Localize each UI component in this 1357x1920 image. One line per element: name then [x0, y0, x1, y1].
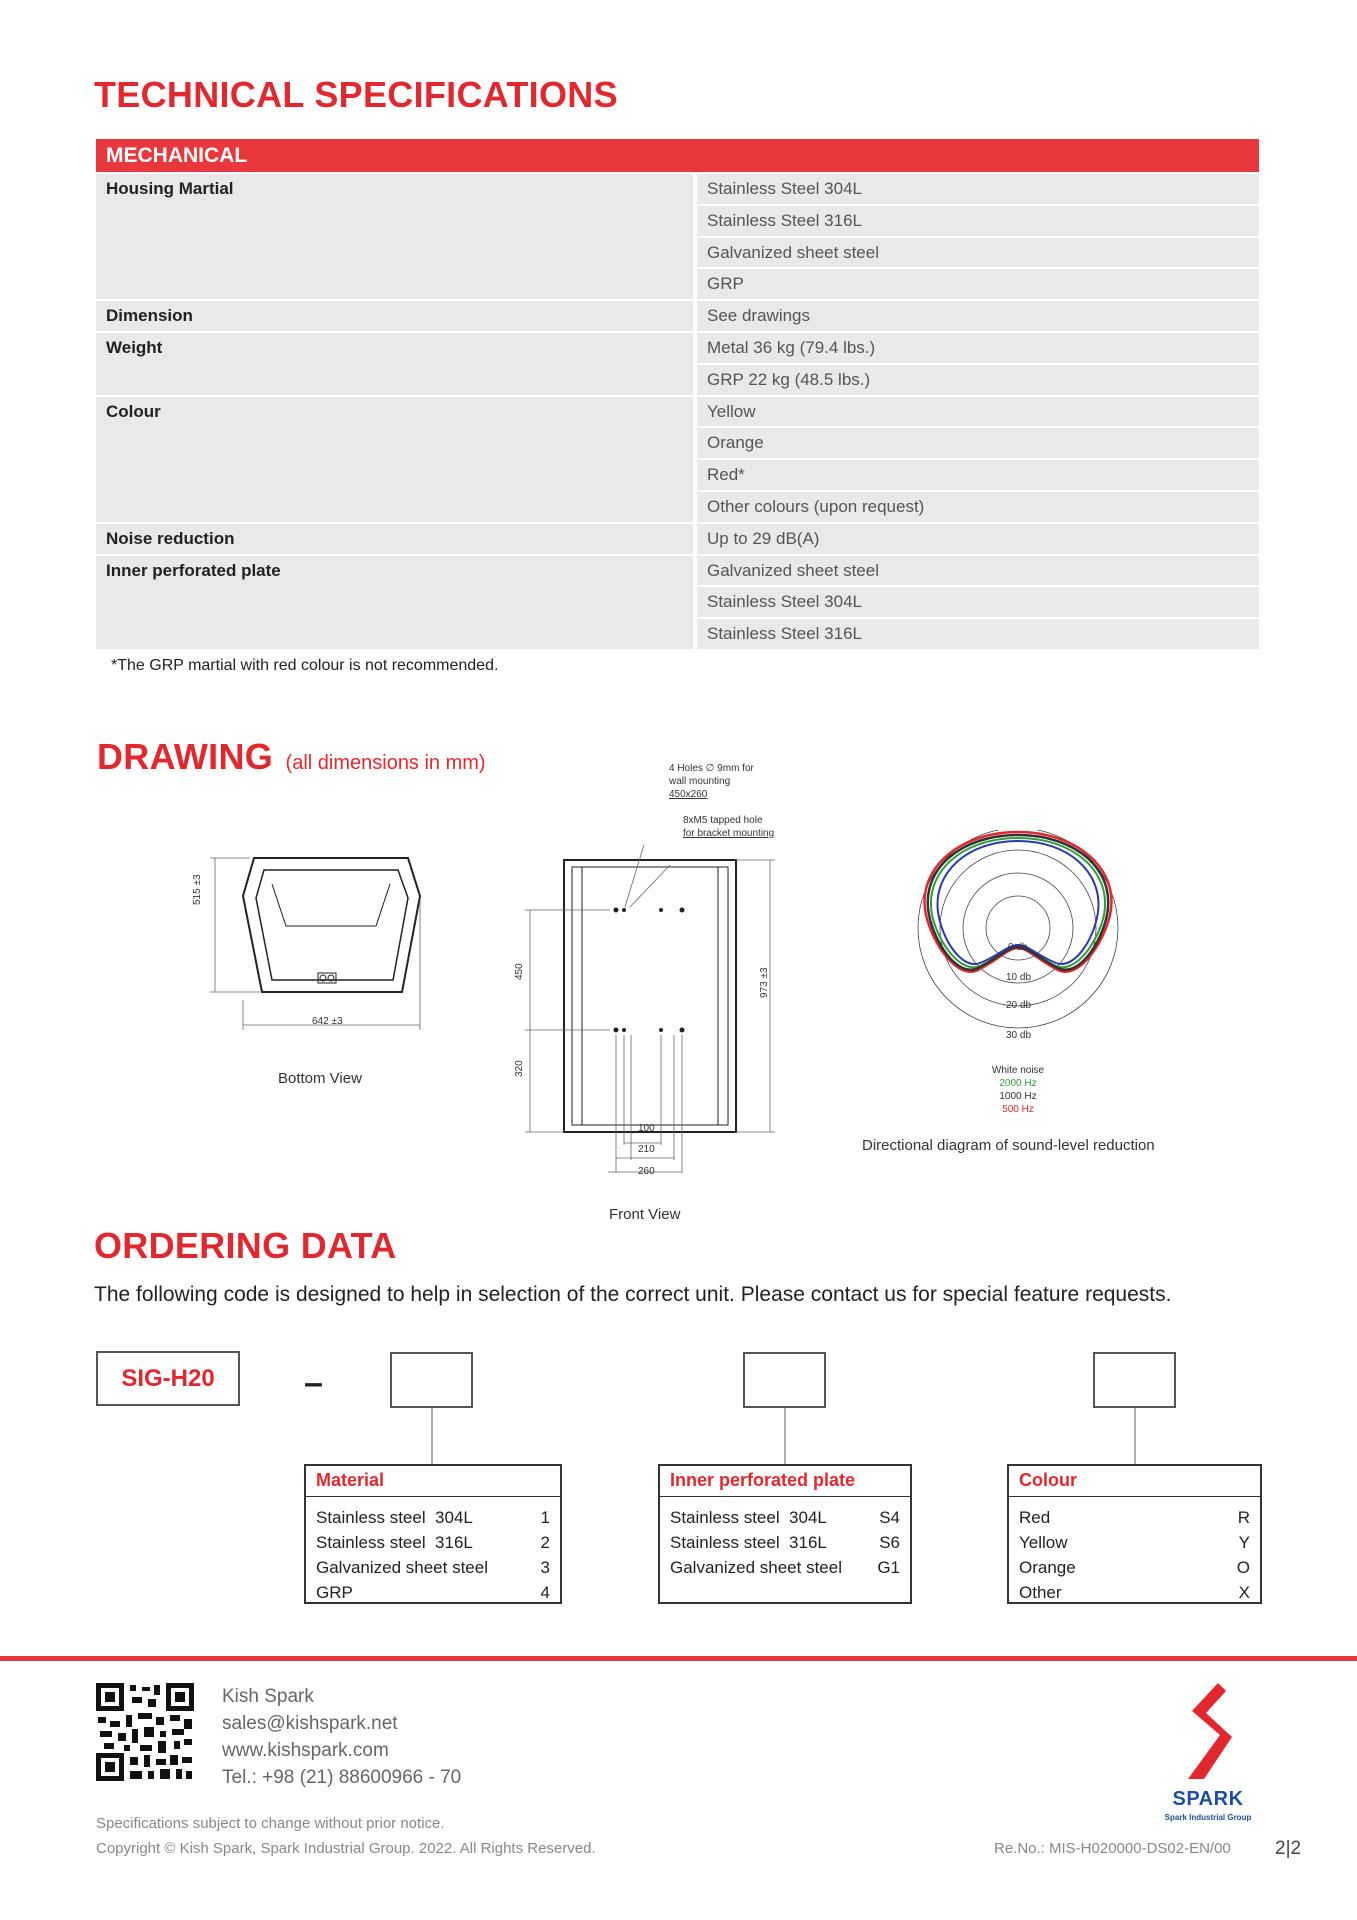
- option-code: 4: [540, 1583, 550, 1602]
- spec-label: Inner perforated plate: [96, 556, 693, 649]
- option-title: Material: [306, 1470, 560, 1497]
- option-label: GRP: [316, 1583, 353, 1602]
- spec-value: Orange: [697, 428, 1259, 458]
- email-link[interactable]: sales@kishspark.net: [222, 1713, 398, 1734]
- front-dim-450: 450: [514, 963, 525, 980]
- option-label: Other: [1019, 1583, 1062, 1602]
- front-dim-100: 100: [638, 1123, 655, 1134]
- spec-value: Metal 36 kg (79.4 lbs.): [697, 333, 1259, 363]
- option-row: [316, 1555, 550, 1580]
- ring-label-0: 0 db: [1008, 942, 1028, 953]
- ring-label-20: 20 db: [1006, 1000, 1032, 1011]
- drawing-title: DRAWING: [97, 736, 274, 777]
- code-prefix: SIG-H20: [96, 1351, 240, 1406]
- option-label: Stainless steel 304L: [670, 1508, 827, 1527]
- spec-value: Galvanized sheet steel: [697, 556, 1259, 586]
- footer-rule: [0, 1656, 1357, 1661]
- spec-value: Up to 29 dB(A): [697, 524, 1259, 554]
- option-label: Stainless steel 316L: [316, 1533, 473, 1552]
- logo-subtext: Spark Industrial Group: [1164, 1813, 1252, 1822]
- company-name: Kish Spark: [222, 1686, 314, 1707]
- option-title: Inner perforated plate: [660, 1470, 910, 1497]
- front-dim-320: 320: [514, 1060, 525, 1077]
- option-row: [1019, 1555, 1250, 1580]
- spec-value: GRP 22 kg (48.5 lbs.): [697, 365, 1259, 395]
- copyright-text: Copyright © Kish Spark, Spark Industrial Group. 2022. All Rights Reserved.: [96, 1840, 596, 1857]
- reference-number: Re.No.: MIS-H020000-DS02-EN/00: [994, 1840, 1231, 1857]
- option-row: [670, 1555, 900, 1580]
- option-code: S6: [879, 1533, 900, 1552]
- legend-item: 2000 Hz: [999, 1078, 1037, 1089]
- legend-item: 1000 Hz: [999, 1091, 1037, 1102]
- legend-item: 500 Hz: [1002, 1104, 1034, 1115]
- front-dim-973: 973 ±3: [759, 967, 770, 998]
- spark-logo-icon: [1178, 1683, 1238, 1783]
- option-code: R: [1237, 1508, 1250, 1527]
- option-code: 1: [540, 1508, 550, 1527]
- option-row: [1019, 1505, 1250, 1530]
- page-title: TECHNICAL SPECIFICATIONS: [94, 74, 618, 115]
- ordering-title: ORDERING DATA: [94, 1225, 397, 1266]
- code-dash: –: [304, 1364, 323, 1402]
- polar-caption: Directional diagram of sound-level reduction: [862, 1137, 1155, 1154]
- option-table-colour: [1007, 1464, 1262, 1604]
- spec-value: Stainless Steel 316L: [697, 619, 1259, 649]
- option-code: S4: [879, 1508, 900, 1527]
- qr-code-icon: [96, 1683, 194, 1781]
- spec-value: Yellow: [697, 397, 1259, 427]
- note-line: 4 Holes ∅ 9mm for: [669, 763, 754, 774]
- spec-value: Red*: [697, 460, 1259, 490]
- option-row: [316, 1505, 550, 1530]
- spec-value: Other colours (upon request): [697, 492, 1259, 522]
- ordering-intro: The following code is designed to help in selection of the correct unit. Please contact us for special feature requests.: [94, 1283, 1172, 1306]
- spec-value: Galvanized sheet steel: [697, 238, 1259, 268]
- spec-value: Stainless Steel 316L: [697, 206, 1259, 236]
- bottom-dim-height: 515 ±3: [192, 874, 203, 905]
- spec-value: See drawings: [697, 301, 1259, 331]
- phone-number: Tel.: +98 (21) 88600966 - 70: [222, 1767, 462, 1788]
- note-line: 450x260: [669, 789, 708, 800]
- drawing-subtitle: (all dimensions in mm): [285, 752, 486, 774]
- option-code: Y: [1238, 1533, 1250, 1552]
- option-label: Stainless steel 304L: [316, 1508, 473, 1527]
- front-view-caption: Front View: [609, 1206, 681, 1223]
- logo-text: SPARK: [1172, 1788, 1244, 1810]
- option-row: [316, 1580, 550, 1605]
- option-table-plate: [658, 1464, 912, 1604]
- option-label: Stainless steel 316L: [670, 1533, 827, 1552]
- spec-value: GRP: [697, 269, 1259, 299]
- note-line: 8xM5 tapped hole: [683, 815, 763, 826]
- legend-title: White noise: [991, 1065, 1045, 1076]
- spec-value: Stainless Steel 304L: [697, 174, 1259, 204]
- website-link[interactable]: www.kishspark.com: [222, 1740, 389, 1761]
- footer-contact: [222, 1683, 461, 1791]
- option-code: G1: [877, 1558, 900, 1577]
- option-row: [1019, 1580, 1250, 1605]
- option-label: Yellow: [1019, 1533, 1068, 1552]
- bottom-dim-width: 642 ±3: [312, 1016, 343, 1027]
- option-code: O: [1236, 1558, 1250, 1577]
- ring-label-30: 30 db: [1006, 1030, 1032, 1041]
- option-label: Galvanized sheet steel: [670, 1558, 842, 1577]
- option-row: [670, 1530, 900, 1555]
- option-row: [1019, 1530, 1250, 1555]
- spec-label: Housing Martial: [96, 174, 693, 299]
- footnote: *The GRP martial with red colour is not recommended.: [111, 657, 499, 674]
- notice-text: Specifications subject to change without prior notice.: [96, 1815, 445, 1832]
- option-code: 3: [540, 1558, 550, 1577]
- spec-label: Weight: [96, 333, 693, 395]
- spec-value: Stainless Steel 304L: [697, 587, 1259, 617]
- page-number: 2|2: [1275, 1838, 1302, 1859]
- option-row: [670, 1505, 900, 1530]
- front-dim-210: 210: [638, 1144, 655, 1155]
- option-code: 2: [540, 1533, 550, 1552]
- bottom-view-caption: Bottom View: [278, 1070, 362, 1087]
- option-label: Galvanized sheet steel: [316, 1558, 488, 1577]
- front-dim-260: 260: [638, 1166, 655, 1177]
- option-table-material: [304, 1464, 562, 1604]
- option-label: Orange: [1019, 1558, 1076, 1577]
- spec-label: Colour: [96, 397, 693, 522]
- option-title: Colour: [1009, 1470, 1260, 1497]
- note-line: for bracket mounting: [683, 828, 775, 839]
- mechanical-header: MECHANICAL: [96, 139, 1259, 172]
- ring-label-10: 10 db: [1006, 972, 1032, 983]
- option-code: X: [1238, 1583, 1250, 1602]
- spec-label: Noise reduction: [96, 524, 693, 554]
- option-label: Red: [1019, 1508, 1051, 1527]
- option-row: [316, 1530, 550, 1555]
- note-line: wall mounting: [669, 776, 731, 787]
- spec-label: Dimension: [96, 301, 693, 331]
